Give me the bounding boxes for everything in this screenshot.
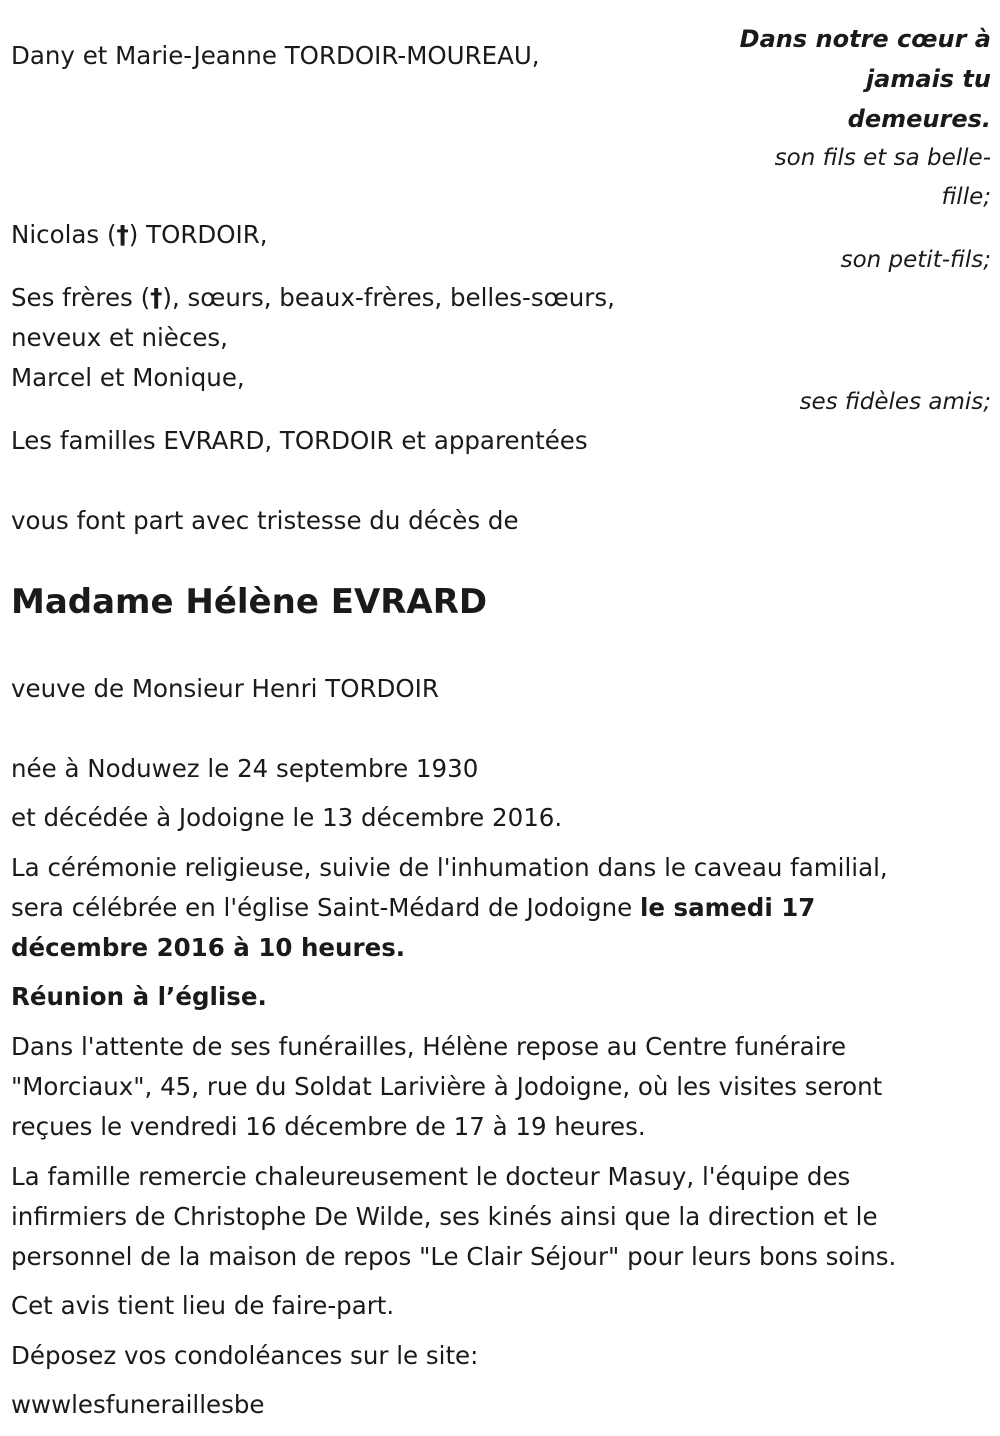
family-son-relation-2: fille; [941, 184, 991, 210]
announcement-text: vous font part avec tristesse du décès de [11, 506, 519, 535]
death-info: et décédée à Jodoigne le 13 décembre 2016. [11, 803, 563, 832]
thanks-line-3: personnel de la maison de repos "Le Clair Séjour" pour leurs bons soins. [11, 1242, 897, 1271]
condolences-label: Déposez vos condoléances sur le site: [11, 1341, 479, 1370]
family-siblings-line-2: neveux et nièces, [11, 323, 228, 352]
family-son-names: Dany et Marie-Jeanne TORDOIR-MOUREAU, [11, 41, 540, 70]
family-friends-relation: ses fidèles amis; [799, 389, 991, 415]
ceremony-date: le samedi 17 [639, 893, 816, 922]
family-friends-names: Marcel et Monique, [11, 363, 245, 392]
widow-of-text: veuve de Monsieur Henri TORDOIR [11, 674, 439, 703]
family-related-families: Les familles EVRARD, TORDOIR et apparentées [11, 426, 588, 455]
notice-text: Cet avis tient lieu de faire-part. [11, 1291, 395, 1320]
deceased-name: Madame Hélène EVRARD [11, 582, 488, 622]
motto-line-2: jamais tu [865, 65, 991, 93]
thanks-line-1: La famille remercie chaleureusement le docteur Masuy, l'équipe des [11, 1162, 851, 1191]
family-son-relation-1: son fils et sa belle- [774, 145, 991, 171]
ceremony-line-2: sera célébrée en l'église Saint-Médard de Jodoigne le samedi 17 [11, 893, 816, 922]
visitation-line-2: "Morciaux", 45, rue du Soldat Larivière à Jodoigne, où les visites seront [11, 1072, 883, 1101]
thanks-line-2: infirmiers de Christophe De Wilde, ses kinés ainsi que la direction et le [11, 1202, 878, 1231]
family-grandson-names: Nicolas (†) TORDOIR, [11, 220, 268, 249]
motto-line-3: demeures. [847, 105, 991, 133]
birth-info: née à Noduwez le 24 septembre 1930 [11, 754, 479, 783]
cross-icon: † [150, 283, 163, 312]
visitation-line-3: reçues le vendredi 16 décembre de 17 à 19 heures. [11, 1112, 646, 1141]
cross-icon: † [116, 220, 129, 249]
family-grandson-relation: son petit-fils; [840, 247, 991, 273]
ceremony-line-3: décembre 2016 à 10 heures. [11, 933, 406, 962]
meeting-note: Réunion à l’église. [11, 982, 267, 1011]
website-link[interactable]: wwwlesfuneraillesbe [11, 1390, 265, 1419]
visitation-line-1: Dans l'attente de ses funérailles, Hélène repose au Centre funéraire [11, 1032, 847, 1061]
motto-line-1: Dans notre cœur à [739, 25, 991, 53]
family-siblings-line-1: Ses frères (†), sœurs, beaux-frères, belles-sœurs, [11, 283, 615, 312]
ceremony-line-1: La cérémonie religieuse, suivie de l'inhumation dans le caveau familial, [11, 853, 888, 882]
